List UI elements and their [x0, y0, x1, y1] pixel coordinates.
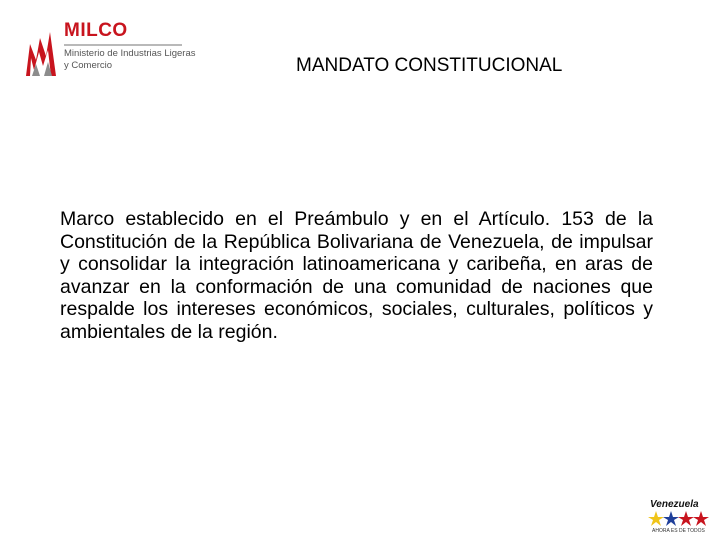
logo-divider [64, 44, 182, 46]
logo-ministry-line1: Ministerio de Industrias Ligeras [64, 48, 196, 59]
badge-slogan: AHORA ES DE TODOS [652, 528, 705, 534]
body-paragraph: Marco establecido en el Preámbulo y en el Artículo. 153 de la Constitución de la República Bolivariana de Venezuela, de impulsar y consolidar la integración latinoamericana y caribeña, en aras de avanzar en la conformación de una comunidad de naciones que respalde los intereses económicos, sociales, culturales, políticos y ambientales de la región. [60, 208, 653, 343]
milco-logo [24, 18, 196, 80]
milco-logo-icon [24, 24, 60, 78]
logo-name: MILCO [64, 20, 128, 41]
venezuela-badge [644, 496, 714, 536]
page-title: MANDATO CONSTITUCIONAL [296, 55, 563, 76]
logo-ministry-line2: y Comercio [64, 60, 113, 71]
badge-name: Venezuela [650, 499, 699, 510]
venezuela-badge-icon [648, 510, 710, 528]
